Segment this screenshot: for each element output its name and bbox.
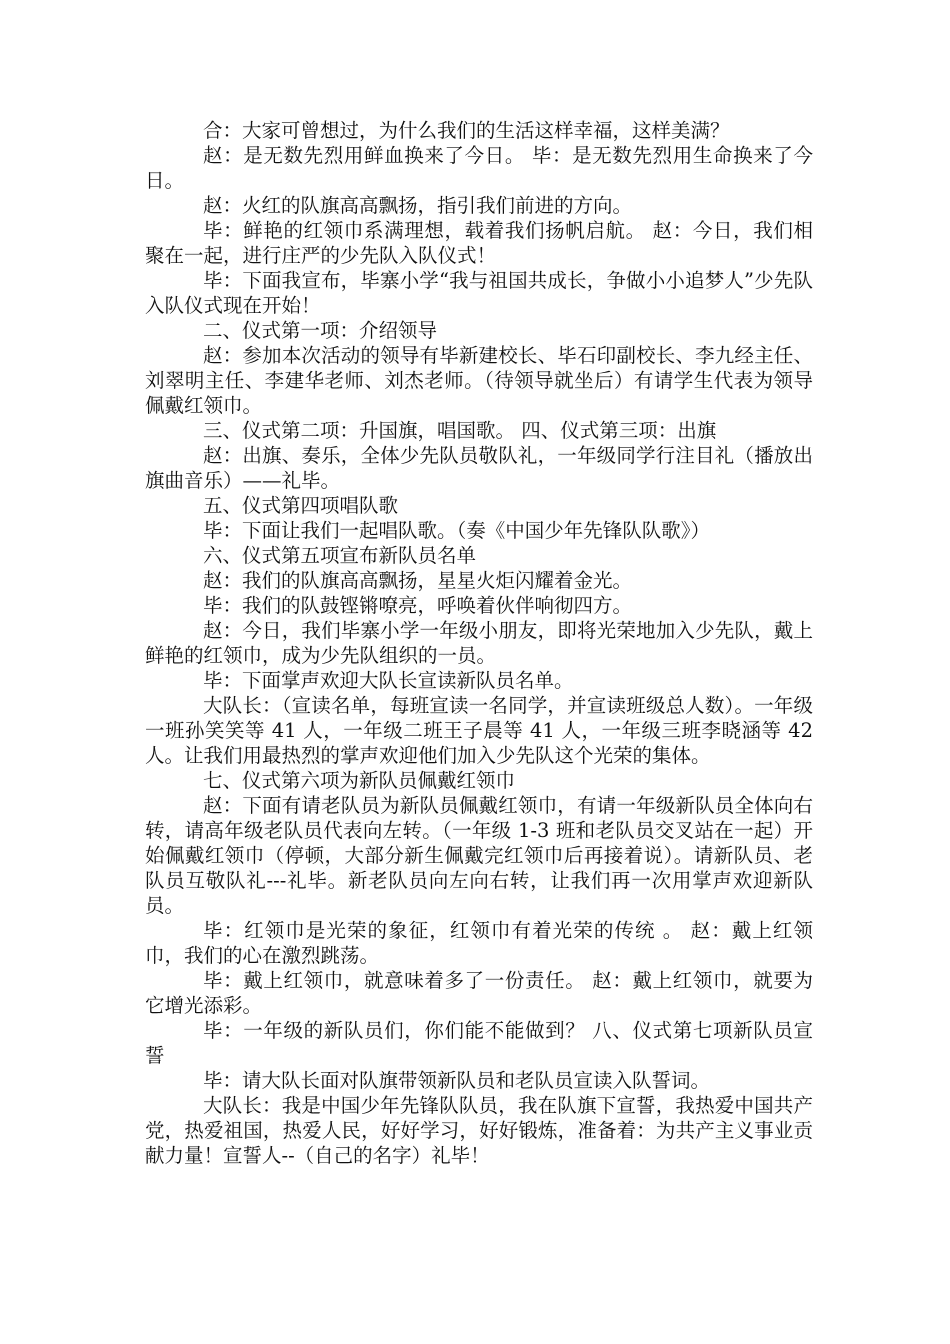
- paragraph: 毕：我们的队鼓铿锵嘹亮，呼唤着伙伴响彻四方。: [203, 594, 633, 617]
- paragraph: 毕：下面掌声欢迎大队长宣读新队员名单。: [203, 669, 574, 692]
- paragraph: 赵：是无数先烈用鲜血换来了今日。 毕：是无数先烈用生命换来了今日。: [145, 144, 813, 192]
- paragraph: 毕：下面我宣布，毕寨小学“我与祖国共成长，争做小小追梦人”少先队入队仪式现在开始！: [145, 269, 813, 317]
- paragraph: 大队长：我是中国少年先锋队队员，我在队旗下宣誓，我热爱中国共产党，热爱祖国，热爱人民，好好学习，好好锻炼，准备着：为共产主义事业贡献力量！宣誓人--（自己的名字）礼毕！: [145, 1094, 813, 1167]
- paragraph: 合：大家可曾想过，为什么我们的生活这样幸福，这样美满？: [203, 119, 730, 142]
- paragraph: 赵：我们的队旗高高飘扬，星星火炬闪耀着金光。: [203, 569, 633, 592]
- paragraph: 赵：火红的队旗高高飘扬，指引我们前进的方向。: [203, 194, 633, 217]
- section-heading: 七、仪式第六项为新队员佩戴红领巾: [203, 769, 516, 792]
- paragraph: 赵：今日，我们毕寨小学一年级小朋友，即将光荣地加入少先队，戴上鲜艳的红领巾，成为少先队组织的一员。: [145, 619, 813, 667]
- section-heading: 三、仪式第二项：升国旗，唱国歌。 四、仪式第三项：出旗: [203, 419, 717, 442]
- paragraph: 赵：参加本次活动的领导有毕新建校长、毕石印副校长、李九经主任、刘翠明主任、李建华老师、刘杰老师。（待领导就坐后）有请学生代表为领导佩戴红领巾。: [145, 344, 813, 417]
- paragraph: 毕：红领巾是光荣的象征，红领巾有着光荣的传统 。 赵：戴上红领巾，我们的心在激烈跳荡。: [145, 919, 813, 967]
- paragraph: 毕：鲜艳的红领巾系满理想，载着我们扬帆启航。 赵：今日，我们相聚在一起，进行庄严的少先队入队仪式！: [145, 219, 813, 267]
- section-heading: 六、仪式第五项宣布新队员名单: [203, 544, 477, 567]
- section-heading: 二、仪式第一项：介绍领导: [203, 319, 438, 342]
- paragraph: 毕：戴上红领巾，就意味着多了一份责任。 赵：戴上红领巾，就要为它增光添彩。: [145, 969, 813, 1017]
- section-heading: 五、仪式第四项唱队歌: [203, 494, 399, 517]
- paragraph: 毕：下面让我们一起唱队歌。（奏《中国少年先锋队队歌》）: [203, 519, 711, 542]
- document-body: [145, 118, 813, 1168]
- paragraph: 大队长：（宣读名单，每班宣读一名同学，并宣读班级总人数）。一年级一班孙笑笑等 41 人，一年级二班王子晨等 41 人，一年级三班李晓涵等 42 人。让我们用最热烈的掌声欢迎他们加入少先队这个光荣的集体。: [145, 694, 813, 767]
- paragraph: 毕：请大队长面对队旗带领新队员和老队员宣读入队誓词。: [203, 1069, 711, 1092]
- paragraph: 毕：一年级的新队员们，你们能不能做到？ 八、仪式第七项新队员宣誓: [145, 1019, 813, 1067]
- paragraph: 赵：下面有请老队员为新队员佩戴红领巾，有请一年级新队员全体向右转，请高年级老队员代表向左转。（一年级 1-3 班和老队员交叉站在一起）开始佩戴红领巾（停顿，大部分新生佩戴完红领巾后再接着说）。请新队员、老队员互敬队礼---礼毕。新老队员向左向右转，让我们再一次用掌声欢迎新队员。: [145, 794, 813, 917]
- paragraph: 赵：出旗、奏乐，全体少先队员敬队礼，一年级同学行注目礼（播放出旗曲音乐）——礼毕。: [145, 444, 813, 492]
